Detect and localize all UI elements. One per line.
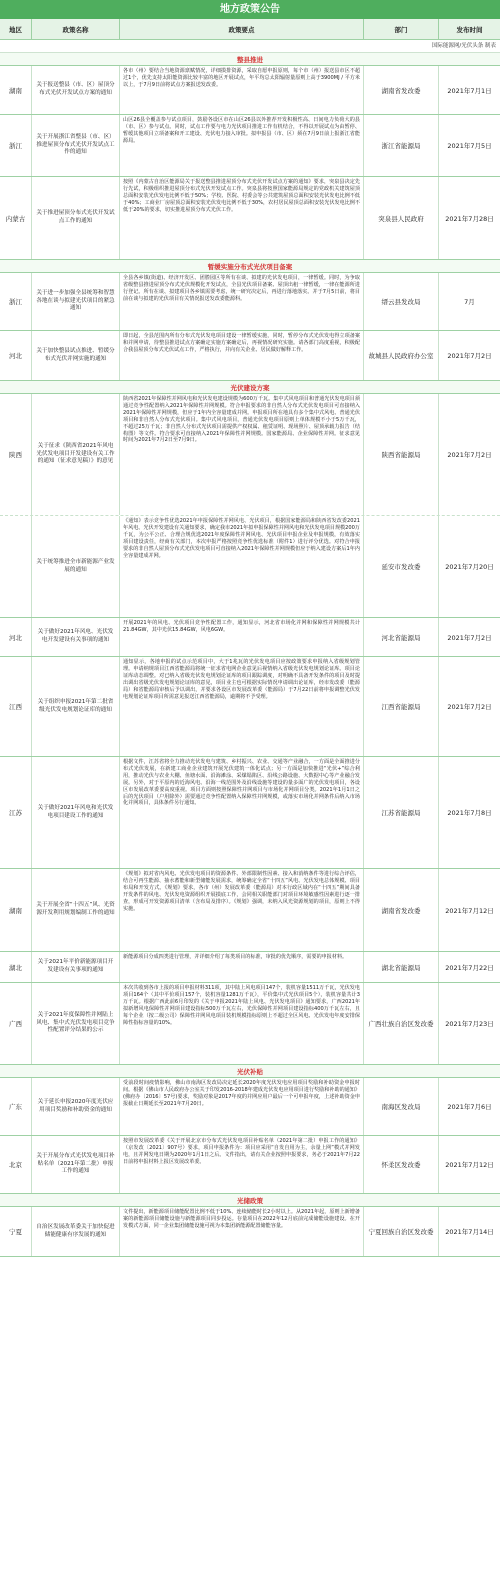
policy-points-cell: 《规划》拟对省内风电、光伏发电项目的资源条件、外部限制性因素、接入和消纳条件等进行综合评估，结合可再生能源、抽水蓄能和新型储能发展需求，统筹确定全省“十四五”风电、光伏发电总体规模、项目布局和开发方式。《规划》要求，各市（州）发展改革委（能源局）对本行政区域内在“十四五”期间具备开发条件的风电、光伏发电资源组织开展摸底工作，会同相关职能部门对项目环境敏感性因素进行逐一排查，形成可开发资源项目清单（含布局及排序）。《规划》强调，未纳入风光资源规划的项目，原则上不得实施。 — [120, 869, 364, 951]
table-row — [0, 1136, 500, 1194]
release-date-cell: 2021年7月1日 — [447, 86, 492, 95]
table-row — [0, 618, 500, 657]
policy-points-cell: 即日起，全县范围内所有分布式光伏发电项目建设一律暂缓实施，同时，暂停分布式光伏发电得立项备案和并网申请，待整县推进试点方案确定实施方案确定后，再视情况研究实施。请各部门高度重视，积极配合我县屋顶分布式光伏试点工作，严格执行，并向有关企业、居民做好解释工作。 — [120, 331, 364, 380]
header-policy-name: 政策名称 — [32, 19, 120, 39]
header-region: 地区 — [0, 19, 32, 39]
department-cell: 浙江省能源局 — [364, 115, 439, 176]
department-cell: 突泉县人民政府 — [364, 177, 439, 259]
department-cell: 河北省能源局 — [364, 618, 439, 656]
policy-points-cell: 《通知》表示竞争性优选2021年申报保障性并网风电、光伏项目，根据国家能源局和陕西省发改委2021年风电、光伏开发建设有关通知要求，确定我市2021年拟申报保障性并网风电和光伏发电项目规模200万千瓦，为公平公正、合理合规优选2021年度保障性并网风电、光伏项目申报企业及申报规模，有效落实项目建设责任，经商有关部门，本次申报严格按照竞争性优选标准（附件1）进行评分优选。对符合申报要求的非自然人屋顶分布式光伏发电项目可直接纳入2021年保障性并网规模但应于纳入建设方案后1年内全容量建成并网。 — [120, 516, 364, 617]
release-date-cell: 2021年7月12日 — [445, 906, 494, 915]
policy-name-cell: 关于做好2021年风电和光伏发电项目建设工作的通知 — [32, 757, 120, 868]
policy-points-cell: 文件提出，新能源项目储能配置比例不低于10%、连续储能时长2小时以上。从2021年起，原则上新增备案的新能源项目储能设施与新能源项目同步投运。存量项目在2022年12月底前完成储能设施建设。在开发模式方面，同一企业集团储能设施可视为本集团新能源配置储能容量。 — [120, 1207, 364, 1256]
policy-name-cell: 关于征求《陕西省2021年风电光伏发电项目开发建设有关工作的通知（征求意见稿）》的意见 — [32, 394, 120, 515]
table-header — [0, 19, 500, 40]
region-cell: 湖北 — [0, 952, 32, 982]
policy-points-cell: 根据文件，江苏省将全力推动光伏发电与建筑、乡村振兴、农业、交通等产业融合，一方面是全面推进分布式光伏发展，在新建工商业企业建筑开展光伏建筑一体化试点；另一方面是加快推进“光伏+”综合利用，推动光伏与农业大棚、鱼塘水面、沿海滩涂、采煤塌陷区、沿线公路设施、大数据中心等产业融合发展。另外，对于平原内的近海风电、沿海一线范围外及沿线设施等建设的量多面广的光伏发电项目，各设区市发展改革委要高度重视。项目方面则按照保障性并网项目与市场化并网项目分类。2021年1月1日之后的光伏项目（户用除外）需要通过竞争性配置纳入保障性并网规模，或落实市场化并网条件后纳入市场化并网项目，具体条件另行通知。 — [120, 757, 364, 868]
department-cell: 延安市发改委 — [364, 516, 439, 617]
release-date-cell: 2021年7月8日 — [447, 809, 492, 817]
table-row — [0, 394, 500, 516]
department-cell: 缙云县发改局 — [364, 273, 439, 330]
policy-name-cell: 关于2021年度保障性并网陆上风电、集中式光伏发电项目竞争性配置评分结果的公示 — [32, 983, 120, 1064]
policy-points-cell: 开展2021年的风电、光伏项目竞争性配置工作，通知显示，河北省市场化并网和保障性并网规模共计21.84GW，其中光伏15.84GW，风电6GW。 — [120, 618, 364, 656]
region-cell: 内蒙古 — [0, 177, 32, 259]
table-row — [0, 331, 500, 381]
region-cell: 宁夏 — [0, 1207, 32, 1256]
region-cell: 江苏 — [0, 757, 32, 868]
table-row — [0, 869, 500, 952]
policy-name-cell: 关于开展浙江省整县（市、区）推进屋顶分布式光伏开发试点工作的通知 — [32, 115, 120, 176]
policy-name-cell: 关于组织申报2021年第二批省级光伏发电规划论证库的通知 — [32, 657, 120, 756]
source-credit: 国际能源网/光伏头条 制表 — [0, 40, 500, 53]
release-date-cell: 2021年7月28日 — [445, 214, 494, 223]
policy-name-cell: 关于进一步加强全县统筹和智慧各地在谈与拟建光伏项目的紧急通知 — [32, 273, 120, 330]
table-row — [0, 66, 500, 115]
region-cell: 陕西 — [0, 394, 32, 515]
table-row — [0, 952, 500, 983]
table-row — [0, 757, 500, 869]
policy-points-cell: 按照市发展改革委《关于开展北京市分布式光伏发电项目补贴名单（2021年第二批）申报工作的通知》（京发改〔2021〕907号）要求，项目申报条件为：项目应采用“自发自用为主，余量上网”模式并网发电，且并网发电日期为2020年1月1日之后。文件指出，请有关企业按照申报要求，务必于2021年7月22日前将申报材料上报区发展改革委。 — [120, 1136, 364, 1193]
policy-points-cell: 受前段时间疫情影响，佛山市南海区发改局决定延长2020年度光伏发电应用项目奖励和补助资金申报时间。根据《佛山市人民政府办公室关于印发2016-2018年建成光伏发电应用项目进行奖励和补助的通知》(佛府办〔2016〕57号)要求，奖励对象是2017年度的并网应用户最后一个可申报年度，上述补助资金申报截止日期延长至2021年7月20日。 — [120, 1078, 364, 1135]
department-cell: 湖北省能源局 — [364, 952, 439, 982]
section-heading: 光储政策 — [0, 1194, 500, 1207]
region-cell: 湖南 — [0, 869, 32, 951]
section-heading: 光伏补贴 — [0, 1065, 500, 1078]
department-cell: 湖南省发改委 — [364, 869, 439, 951]
section-heading: 整县推进 — [0, 53, 500, 66]
policy-points-cell: 陕西省2021年保障性并网风电和光伏发电建设规模为600万千瓦。集中式风电项目和普通光伏发电项目须通过竞争性配置纳入2021年保障性并网规模。符合申报要求的非自然人分布式光伏发电项目可直接纳入2021年保障性并网规模，但应于1年内全容量建成并网。申报项目所在地具有多个集中式风电、普通光伏项目和非自然人分布式光伏项目。集中式风电项目，普通光伏发电项目原则上单体规模不小于5万千瓦，不超过25万千瓦；非自然人分布式光伏项目需提供产权权属、租赁证明、现场照片、屋顶承载力报告（结构图）等文件。符合要求可直接纳入2021年保障性并网规模。国家能源局、企业保障性并网。征求意见时间为2021年7月2日至7月9日。 — [120, 394, 364, 515]
policy-points-cell: 山区26县全覆盖参与试点项目，鼓励各设区市在山区26县以外推荐开发积极性高、日间电力负荷大的县（市、区）参与试点。同时，试点工作要与电力光伏项目推进工作有机结合，不得以开展试点为由暂停、暂缓其他项目立项备案和开工建设、光伏电力接入审批。拟申报县（市、区）须在7月9日前上报浙江省能源局。 — [120, 115, 364, 176]
table-row — [0, 657, 500, 757]
table-row — [0, 177, 500, 260]
policy-points-cell: 新能源项目分成四类进行管理，并详细介绍了每类项目的标准，审批的优先顺序，需要的申报材料。 — [120, 952, 364, 982]
section-heading: 暂缓实施分布式光伏项目备案 — [0, 260, 500, 273]
region-cell: 北京 — [0, 1136, 32, 1193]
release-date-cell: 2021年7月23日 — [445, 1020, 494, 1028]
release-date-cell: 2021年7月2日 — [447, 703, 492, 711]
policy-points-cell: 本次共收到各市上报的项目申报材料311项，其中陆上风电项目147个，装机容量1511万千瓦，光伏发电项目164个（其中平价项目157个，装机容量1281万千瓦），平价集中式光伏项目5个），装机容量共计3万千瓦。根据广西此前6月印发的《关于申报2021年陆上风电、光伏发电项目》通知要求，广西2021年拟新增风电保障性并网项目建设指标500万千瓦左右，光伏保障性并网项目建设指标400万千瓦左右，且每个企业（按二级公司）保障性并网风电项目装机规模指标原则上不超过全区风电、光伏发电年度安排保障性指标容量的10%。 — [120, 983, 364, 1064]
region-cell: 河北 — [0, 618, 32, 656]
region-cell: 江西 — [0, 657, 32, 756]
table-row — [0, 516, 500, 618]
header-release-date: 发布时间 — [456, 25, 483, 34]
policy-name-cell: 关于延长申报2020年度光伏应用项目奖励和补助资金的通知 — [32, 1078, 120, 1135]
department-cell: 湖南省发改委 — [364, 66, 439, 114]
policy-points-cell: 通知显示，各地申报的试点示范项目中，大于1兆瓦的光伏发电项目应按政策要求申报纳入省级规划管理。申请纳规项目江西省能源局将统一征求省电网企业意见后视情纳入省级光伏发电规划论证库。项目论证库动态调整。对已纳入省级光伏发电规划论证库的项目跟踪调度，对明确不具备开发条件的项目及时提出调出省级光伏发电规划论证库的意见，项目业主也可根据实际情况申请调出论证库，经市发改委（能源局）和省能源局审核后予以调出，并要求各设区市发展改革委（能源局）于7月22日前将申报调整光伏发电规划论证库项目所需意见报送江西省能源局，逾期将不予受理。 — [120, 657, 364, 756]
region-cell: 浙江 — [0, 273, 32, 330]
policy-name-cell: 关于加快整县试点推进、暂缓分布式光伏并网实施的通知 — [32, 331, 120, 380]
policy-name-cell: 关于2021年平价新能源项目开发建设有关事项的通知 — [32, 952, 120, 982]
policy-name-cell: 关于统筹推进全市新能源产业发展的通知 — [32, 516, 120, 617]
department-cell: 故城县人民政府办公室 — [364, 331, 439, 380]
release-date-cell: 2021年7月12日 — [445, 1161, 494, 1169]
header-department: 部门 — [364, 19, 439, 39]
table-row — [0, 115, 500, 177]
department-cell: 南海区发改局 — [364, 1078, 439, 1135]
department-cell: 怀柔区发改委 — [364, 1136, 439, 1193]
header-policy-points: 政策要点 — [120, 19, 364, 39]
release-date-cell: 7月 — [464, 298, 475, 306]
policy-points-cell: 各市（州）要结合当地资源禀赋情况，详细摸排资源，采取自愿申报原则，每个市（州）报送县市区不超过1个，优先支持太阳能资源比较丰富的地区开展试点，年平均总太阳辐射量原则上高于3900MJ / 平方米以上，于7月9日前将试点方案报送发改委。 — [120, 66, 364, 114]
policy-name-cell: 关于开展分布式光伏发电项目补贴名单（2021年第二批）申报工作的通知 — [32, 1136, 120, 1193]
section-heading: 光伏建设方案 — [0, 381, 500, 394]
release-date-cell: 2021年7月2日 — [447, 352, 492, 360]
policy-name-cell: 关于做好2021年风电、光伏发电开发建设有关事项的通知 — [32, 618, 120, 656]
table-row — [0, 273, 500, 331]
release-date-cell: 2021年7月22日 — [445, 963, 494, 972]
region-cell: 广东 — [0, 1078, 32, 1135]
department-cell: 宁夏回族自治区发改委 — [364, 1207, 439, 1256]
department-cell: 陕西省能源局 — [364, 394, 439, 515]
table-row — [0, 983, 500, 1065]
department-cell: 江苏省能源局 — [364, 757, 439, 868]
region-cell — [0, 516, 32, 617]
region-cell: 浙江 — [0, 115, 32, 176]
policy-points-cell: 按照《内蒙古自治区能源局关于报送整县推进屋顶分布式光伏开发试点方案的通知》要求，突泉县决定先行先试，积极组织推进屋顶分布式光伏开发试点工作。突泉县将按照国家能源局规定的党政机关建筑屋顶总面积安装光伏发电比例不低于50%；学校、医院、村委会等公共建筑屋顶总面积安装光伏发电比例不低于40%；工商业厂房屋顶总面积安装光伏发电比例不低于30%，农村居民屋顶总面积安装光伏发电比例不低于20%的要求，切实推进屋顶分布式光伏工作。 — [120, 177, 364, 259]
region-cell: 河北 — [0, 331, 32, 380]
policy-name-cell: 自治区发展改革委关于加快促进储能健康有序发展的通知 — [32, 1207, 120, 1256]
table-row — [0, 1078, 500, 1136]
region-cell: 广西 — [0, 983, 32, 1064]
table-body — [0, 53, 500, 1257]
policy-name-cell: 关于报送整县（市、区）屋顶分布式光伏开发试点方案的通知 — [32, 66, 120, 114]
release-date-cell: 2021年7月5日 — [447, 142, 492, 150]
department-cell: 广西壮族自治区发改委 — [364, 983, 439, 1064]
region-cell: 湖南 — [0, 66, 32, 114]
policy-name-cell: 关于开展全省“十四五”风、光资源开发利用规划编制工作的通知 — [32, 869, 120, 951]
department-cell: 江西省能源局 — [364, 657, 439, 756]
table-row — [0, 1207, 500, 1257]
release-date-cell: 2021年7月20日 — [445, 563, 494, 571]
policy-points-cell: 全县各乡镇(街道)、经济开发区、团塍园区等所有在谈、拟建的光伏发电项目，一律暂缓。同时，为争取省级整县推进屋顶分布式光伏规模化开发试点，全县光伏项目备案、屋顶出租一律暂缓，一律在能源所进行登记。所有在谈、拟建项目各乡镇需要考虑，统一研究决定后，再进行落地落实。并于7月5日前，将目前在谈与拟建的光伏项目有关情况报送发改委能源科。 — [120, 273, 364, 330]
table-title: 地方政策公告 — [0, 0, 500, 19]
policy-name-cell: 关于推进屋顶分布式光伏开发试点工作的通知 — [32, 177, 120, 259]
release-date-cell: 2021年7月2日 — [447, 451, 492, 459]
release-date-cell: 2021年7月6日 — [447, 1103, 492, 1111]
release-date-cell: 2021年7月14日 — [445, 1228, 494, 1236]
release-date-cell: 2021年7月2日 — [447, 633, 492, 642]
